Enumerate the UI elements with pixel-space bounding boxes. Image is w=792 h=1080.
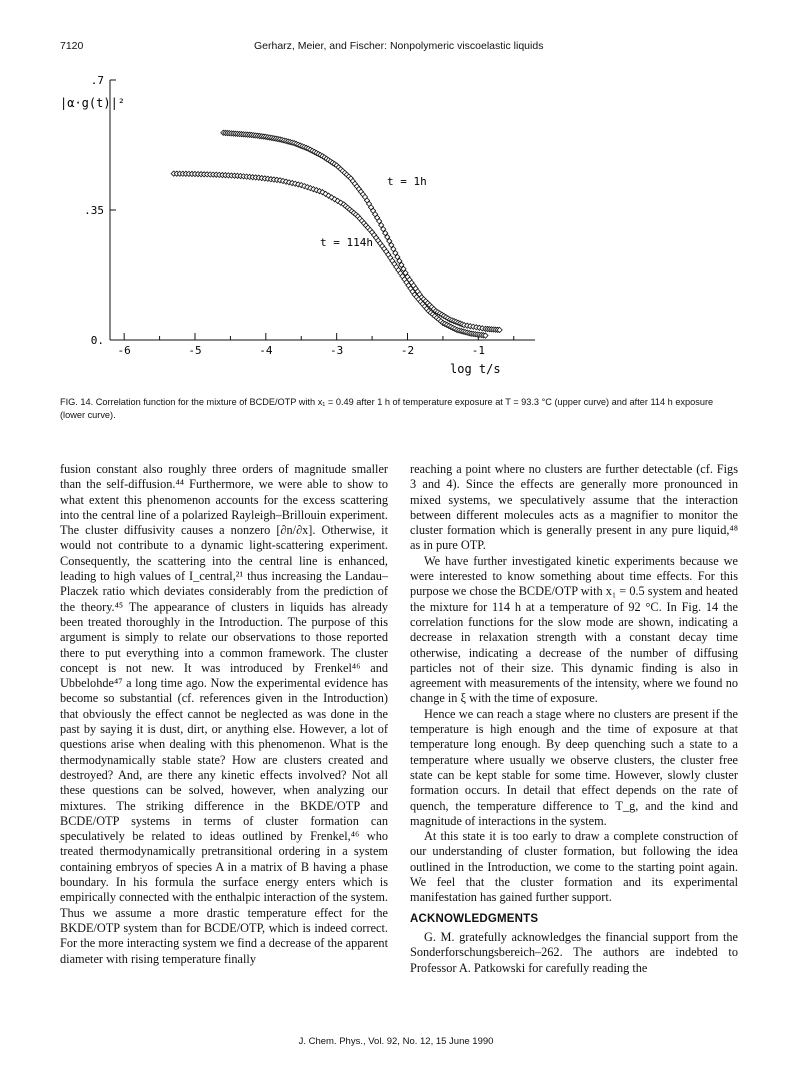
paragraph: reaching a point where no clusters are further detectable (cf. Figs 3 and 4). Since the effects are generally more pronounced in mixed systems, we speculatively assume that the interaction between different molecules acts as a magnifier to monitor the cluster formation which is generally present in any pure liquid,⁴⁸ as in pure OTP. (410, 462, 738, 553)
x-tick-label: -4 (259, 344, 273, 357)
page-number: 7120 (60, 40, 84, 52)
x-tick-label: -3 (330, 344, 344, 357)
annotation-t-114h: t = 114h (320, 236, 373, 249)
acknowledgments-text: G. M. gratefully acknowledges the financial support from the Sonderforschungsbereich–262. The authors are indebted to Professor A. Patkowski for carefully reading the (410, 929, 738, 975)
annotation-t-1h: t = 1h (387, 175, 427, 188)
paragraph: We have further investigated kinetic experiments because we were interested to know something about time effects. For this purpose we chose the BCDE/OTP with x₁ = 0.5 system and heated the mixture for 114 h at a temperature of 92 °C. In Fig. 14 the correlation functions for the slow mode are shown, indicating a decrease in relaxation strength with a constant decay time otherwise, indicating a decrease of the number of diffusing particles not of their size. This dynamic finding is also in agreement with measurements of the intensity, where we found no change in ξ with the time of exposure. (410, 553, 738, 706)
correlation-function-chart (0, 0, 792, 390)
running-title: Gerharz, Meier, and Fischer: Nonpolymeric viscoelastic liquids (254, 40, 544, 52)
acknowledgments-heading: ACKNOWLEDGMENTS (410, 912, 539, 925)
x-tick-label: -6 (117, 344, 131, 357)
x-tick-label: -5 (188, 344, 202, 357)
left-column (60, 462, 388, 967)
y-tick-label: 0. (90, 334, 104, 347)
paragraph: At this state it is too early to draw a complete construction of our understanding of cluster formation, but following the idea outlined in the Introduction, we come to the starting point again. We feel that the cluster formation and its experimental manifestation has gained further support. (410, 829, 738, 905)
x-axis-label: log t/s (450, 362, 501, 376)
x-tick-label: -1 (471, 344, 485, 357)
paragraph: Hence we can reach a stage where no clusters are present if the temperature is high enough and the time of exposure at that temperature long enough. By deep quenching such a state to a temperature where usually we observe clusters, the cluster free state can be kept stable for some time. However, slowly cluster formation occurs. In detail that effect depends on the rate of quench, the temperature difference to T_g, and the kind and magnitude of interactions in the system. (410, 706, 738, 828)
x-tick-label: -2 (400, 344, 415, 357)
right-column (410, 462, 738, 976)
paragraph: fusion constant also roughly three orders of magnitude smaller than the self-diffusion.⁴⁴ Furthermore, we were able to show to what extent this phenomenon accounts for the excess scattering into the central line of a polarized Rayleigh–Brillouin experiment. The cluster diffusivity causes a nonzero [∂n/∂x]. Otherwise, it would not contribute to a dynamic light-scattering experiment. Consequently, the scattering into the central line is enhanced, leading to high values of I_central,²¹ thus increasing the Landau–Placzek ratio which deviates considerably from the prediction of the theory.⁴⁵ The appearance of clusters in liquids has already been treated thoroughly in the Introduction. The purpose of this argument is simply to relate our observations to those reported there to put everything into a common framework. The cluster concept is not new. It was introduced by Frenkel⁴⁶ and Ubbelohde⁴⁷ a long time ago. Now the experimental evidence has become so substantial (cf. references given in the Introduction) that obviously the effect cannot be neglected as was done in the past by saying it is dust, dirt, or anything else. However, a lot of questions arise when dealing with this phenomenon. What is the thermodynamically stable state? How are clusters created and destroyed? And, are there any kinetic effects involved? Not all these questions can be solved, however, when analyzing our mixtures. The striking difference in the BKDE/OTP and BCDE/OTP systems in terms of cluster formation can speculatively be related to ideas outlined by Frenkel,⁴⁶ who treated thermodynamically pretransitional ordering in a system containing embryos of species A in a matrix of B having a phase boundary. In his formula the surface energy enters which is empirically connected with the enthalpic interaction of the system. Thus we assume a more drastic temperature effect for the BKDE/OTP system than for BCDE/OTP, which is indeed correct. For the more interacting system we find a decrease of the apparent diameter with rising temperature finally (60, 462, 388, 966)
figure-caption: FIG. 14. Correlation function for the mixture of BCDE/OTP with x₁ = 0.49 after 1 h of temperature exposure at T = 93.3 °C (upper curve) and after 114 h exposure (lower curve). (60, 397, 714, 420)
chart-ticks (84, 74, 514, 357)
chart-axes (110, 80, 535, 340)
y-tick-label: .35 (84, 204, 104, 217)
series-line-0 (223, 133, 499, 330)
y-axis-label: |α·g(t)|² (60, 96, 126, 110)
y-tick-label: .7 (90, 74, 104, 87)
journal-footer: J. Chem. Phys., Vol. 92, No. 12, 15 June 1990 (298, 1036, 494, 1047)
chart-marks (171, 130, 502, 338)
